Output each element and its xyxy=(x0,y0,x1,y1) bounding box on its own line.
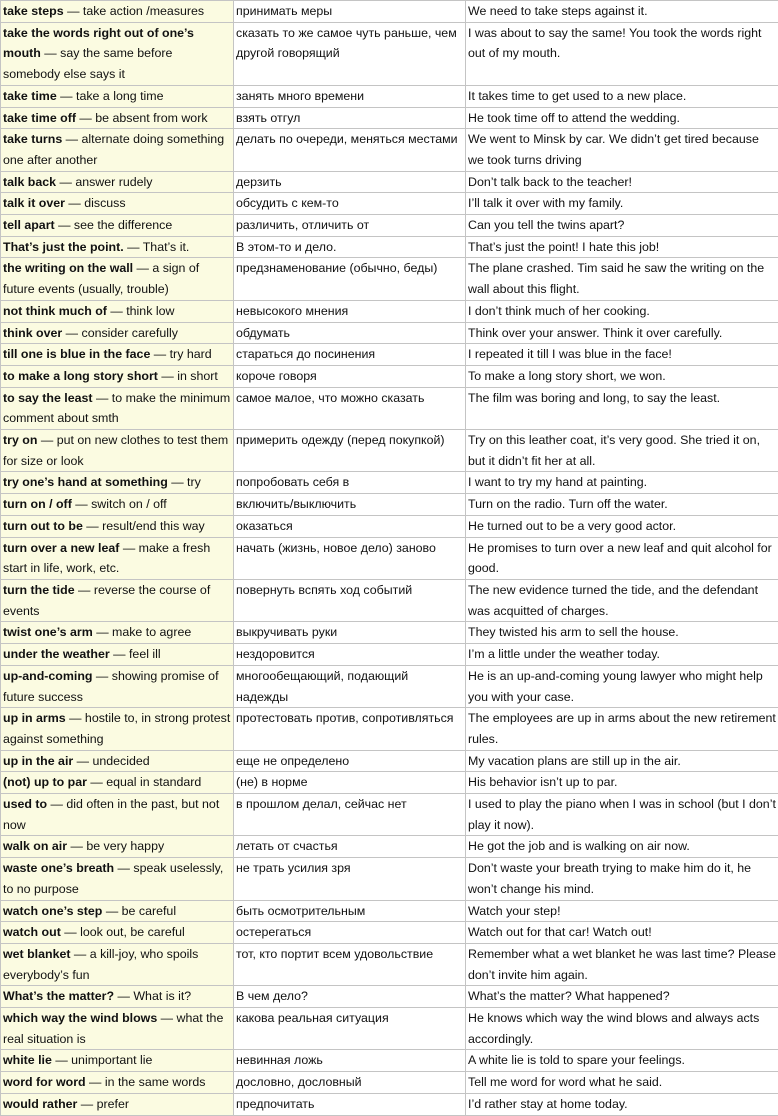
russian-translation-cell: дословно, дословный xyxy=(234,1072,466,1094)
idiom-cell xyxy=(1,750,234,772)
example-sentence-cell: He promises to turn over a new leaf and quit alcohol for good. xyxy=(466,537,778,579)
idiom-term: used to xyxy=(3,797,47,811)
table-row xyxy=(1,322,778,344)
russian-translation-cell: обдумать xyxy=(234,322,466,344)
table-row xyxy=(1,708,778,750)
idiom-definition: — think low xyxy=(107,304,174,318)
table-row xyxy=(1,1,778,23)
table-row xyxy=(1,794,778,836)
idiom-definition: — What is it? xyxy=(114,989,191,1003)
idiom-cell xyxy=(1,171,234,193)
idiom-cell xyxy=(1,85,234,107)
example-sentence-cell: Watch out for that car! Watch out! xyxy=(466,922,778,944)
table-row xyxy=(1,750,778,772)
russian-translation-cell: нездоровится xyxy=(234,644,466,666)
idiom-definition: — a kill-joy, who spoils everybody’s fun xyxy=(3,947,198,982)
idiom-definition: — be absent from work xyxy=(76,111,208,125)
idiom-term: would rather xyxy=(3,1097,77,1111)
idiom-cell xyxy=(1,1008,234,1050)
idiom-term: try one’s hand at something xyxy=(3,475,168,489)
idiom-term: white lie xyxy=(3,1053,52,1067)
idiom-term: watch out xyxy=(3,925,61,939)
idiom-cell xyxy=(1,365,234,387)
example-sentence-cell: His behavior isn’t up to par. xyxy=(466,772,778,794)
idiom-cell xyxy=(1,644,234,666)
idiom-term: under the weather xyxy=(3,647,110,661)
idiom-term: That’s just the point. xyxy=(3,240,124,254)
table-row xyxy=(1,193,778,215)
idiom-cell xyxy=(1,344,234,366)
idiom-term: turn out to be xyxy=(3,519,83,533)
idiom-definition: — alternate doing something one after another xyxy=(3,132,224,167)
idiom-cell xyxy=(1,943,234,985)
table-row xyxy=(1,344,778,366)
table-row xyxy=(1,1008,778,1050)
idiom-cell xyxy=(1,515,234,537)
table-row xyxy=(1,472,778,494)
example-sentence-cell: He took time off to attend the wedding. xyxy=(466,107,778,129)
russian-translation-cell: оказаться xyxy=(234,515,466,537)
idiom-cell xyxy=(1,622,234,644)
table-row xyxy=(1,622,778,644)
russian-translation-cell: в прошлом делал, сейчас нет xyxy=(234,794,466,836)
russian-translation-cell: предпочитать xyxy=(234,1093,466,1115)
idiom-term: take steps xyxy=(3,4,64,18)
example-sentence-cell: He turned out to be a very good actor. xyxy=(466,515,778,537)
idiom-cell xyxy=(1,986,234,1008)
example-sentence-cell: Don’t waste your breath trying to make him do it, he won’t change his mind. xyxy=(466,858,778,900)
idiom-term: take time off xyxy=(3,111,76,125)
idiom-cell xyxy=(1,215,234,237)
table-row xyxy=(1,300,778,322)
example-sentence-cell: He knows which way the wind blows and always acts accordingly. xyxy=(466,1008,778,1050)
example-sentence-cell: What’s the matter? What happened? xyxy=(466,986,778,1008)
idiom-definition: — in the same words xyxy=(86,1075,206,1089)
russian-translation-cell: еще не определено xyxy=(234,750,466,772)
idiom-term: to say the least xyxy=(3,391,93,405)
example-sentence-cell: The employees are up in arms about the new retirement rules. xyxy=(466,708,778,750)
example-sentence-cell: I was about to say the same! You took the words right out of my mouth. xyxy=(466,22,778,85)
russian-translation-cell: повернуть вспять ход событий xyxy=(234,579,466,621)
idiom-term: take turns xyxy=(3,132,62,146)
idiom-definition: — a sign of future events (usually, trouble) xyxy=(3,261,199,296)
table-row xyxy=(1,836,778,858)
idiom-cell xyxy=(1,922,234,944)
russian-translation-cell: летать от счастья xyxy=(234,836,466,858)
russian-translation-cell: обсудить с кем-то xyxy=(234,193,466,215)
idiom-definition: — feel ill xyxy=(110,647,161,661)
idiom-definition: — reverse the course of events xyxy=(3,583,210,618)
russian-translation-cell: предзнаменование (обычно, беды) xyxy=(234,258,466,300)
idiom-cell xyxy=(1,708,234,750)
example-sentence-cell: Watch your step! xyxy=(466,900,778,922)
table-row xyxy=(1,365,778,387)
example-sentence-cell: I’m a little under the weather today. xyxy=(466,644,778,666)
russian-translation-cell: протестовать против, сопротивляться xyxy=(234,708,466,750)
idiom-definition: — look out, be careful xyxy=(61,925,185,939)
idiom-definition: — switch on / off xyxy=(72,497,167,511)
table-row xyxy=(1,22,778,85)
idiom-cell xyxy=(1,794,234,836)
table-row xyxy=(1,772,778,794)
idiom-definition: — take action /measures xyxy=(64,4,205,18)
table-row xyxy=(1,236,778,258)
idiom-term: turn on / off xyxy=(3,497,72,511)
russian-translation-cell: дерзить xyxy=(234,171,466,193)
idiom-cell xyxy=(1,258,234,300)
idiom-definition: — consider carefully xyxy=(62,326,178,340)
example-sentence-cell: They twisted his arm to sell the house. xyxy=(466,622,778,644)
table-row xyxy=(1,494,778,516)
idiom-term: twist one’s arm xyxy=(3,625,93,639)
russian-translation-cell: невинная ложь xyxy=(234,1050,466,1072)
table-row xyxy=(1,665,778,707)
idiom-term: think over xyxy=(3,326,62,340)
idiom-definition: — see the difference xyxy=(55,218,173,232)
idiom-cell xyxy=(1,772,234,794)
idiom-definition: — result/end this way xyxy=(83,519,205,533)
idiom-definition: — make a fresh start in life, work, etc. xyxy=(3,541,210,576)
example-sentence-cell: We went to Minsk by car. We didn’t get tired because we took turns driving xyxy=(466,129,778,171)
idiom-term: (not) up to par xyxy=(3,775,87,789)
russian-translation-cell: стараться до посинения xyxy=(234,344,466,366)
russian-translation-cell: быть осмотрительным xyxy=(234,900,466,922)
idiom-definition: — discuss xyxy=(65,196,126,210)
example-sentence-cell: Tell me word for word what he said. xyxy=(466,1072,778,1094)
table-row xyxy=(1,900,778,922)
idiom-cell xyxy=(1,1050,234,1072)
russian-translation-cell: сказать то же самое чуть раньше, чем другой говорящий xyxy=(234,22,466,85)
idiom-term: up-and-coming xyxy=(3,669,92,683)
russian-translation-cell: взять отгул xyxy=(234,107,466,129)
idiom-cell xyxy=(1,1,234,23)
russian-translation-cell: делать по очереди, меняться местами xyxy=(234,129,466,171)
idiom-term: try on xyxy=(3,433,37,447)
table-row xyxy=(1,430,778,472)
idiom-cell xyxy=(1,472,234,494)
idiom-term: watch one’s step xyxy=(3,904,102,918)
example-sentence-cell: He is an up-and-coming young lawyer who might help you with your case. xyxy=(466,665,778,707)
idiom-cell xyxy=(1,387,234,429)
idiom-cell xyxy=(1,236,234,258)
table-row xyxy=(1,107,778,129)
idiom-term: What’s the matter? xyxy=(3,989,114,1003)
idiom-definition: — prefer xyxy=(77,1097,129,1111)
idiom-definition: — did often in the past, but not now xyxy=(3,797,219,832)
idiom-term: waste one’s breath xyxy=(3,861,114,875)
table-row xyxy=(1,387,778,429)
example-sentence-cell: Turn on the radio. Turn off the water. xyxy=(466,494,778,516)
russian-translation-cell: В этом-то и дело. xyxy=(234,236,466,258)
russian-translation-cell: принимать меры xyxy=(234,1,466,23)
russian-translation-cell: невысокого мнения xyxy=(234,300,466,322)
idiom-definition: — undecided xyxy=(73,754,149,768)
russian-translation-cell: какова реальная ситуация xyxy=(234,1008,466,1050)
example-sentence-cell: A white lie is told to spare your feelings. xyxy=(466,1050,778,1072)
idiom-term: talk back xyxy=(3,175,56,189)
idiom-cell xyxy=(1,322,234,344)
idiom-cell xyxy=(1,579,234,621)
example-sentence-cell: I want to try my hand at painting. xyxy=(466,472,778,494)
example-sentence-cell: It takes time to get used to a new place. xyxy=(466,85,778,107)
example-sentence-cell: The film was boring and long, to say the least. xyxy=(466,387,778,429)
idiom-definition: — try xyxy=(168,475,201,489)
idiom-definition: — showing promise of future success xyxy=(3,669,219,704)
example-sentence-cell: To make a long story short, we won. xyxy=(466,365,778,387)
idiom-term: turn the tide xyxy=(3,583,75,597)
example-sentence-cell: I repeated it till I was blue in the face! xyxy=(466,344,778,366)
idiom-term: talk it over xyxy=(3,196,65,210)
idiom-cell xyxy=(1,430,234,472)
idiom-cell xyxy=(1,858,234,900)
idiom-term: to make a long story short xyxy=(3,369,158,383)
table-row xyxy=(1,171,778,193)
example-sentence-cell: I’ll talk it over with my family. xyxy=(466,193,778,215)
example-sentence-cell: I used to play the piano when I was in school (but I don’t play it now). xyxy=(466,794,778,836)
idiom-definition: — to make the minimum comment about smth xyxy=(3,391,230,426)
table-row xyxy=(1,579,778,621)
idiom-term: up in arms xyxy=(3,711,66,725)
russian-translation-cell: различить, отличить от xyxy=(234,215,466,237)
idiom-term: not think much of xyxy=(3,304,107,318)
table-row xyxy=(1,986,778,1008)
example-sentence-cell: Can you tell the twins apart? xyxy=(466,215,778,237)
idiom-term: tell apart xyxy=(3,218,55,232)
example-sentence-cell: The new evidence turned the tide, and the defendant was acquitted of charges. xyxy=(466,579,778,621)
table-row xyxy=(1,129,778,171)
idiom-term: take the words right out of one’s mouth xyxy=(3,26,194,61)
table-row xyxy=(1,1072,778,1094)
example-sentence-cell: I don’t think much of her cooking. xyxy=(466,300,778,322)
russian-translation-cell: занять много времени xyxy=(234,85,466,107)
table-row xyxy=(1,537,778,579)
russian-translation-cell: тот, кто портит всем удовольствие xyxy=(234,943,466,985)
idiom-term: till one is blue in the face xyxy=(3,347,150,361)
idiom-definition: — say the same before somebody else says it xyxy=(3,46,172,81)
table-row xyxy=(1,85,778,107)
idiom-definition: — try hard xyxy=(150,347,211,361)
example-sentence-cell: Try on this leather coat, it’s very good. She tried it on, but it didn’t fit her at all. xyxy=(466,430,778,472)
idiom-definition: — in short xyxy=(158,369,218,383)
idiom-cell xyxy=(1,1072,234,1094)
russian-translation-cell: (не) в норме xyxy=(234,772,466,794)
idiom-term: which way the wind blows xyxy=(3,1011,157,1025)
russian-translation-cell: примерить одежду (перед покупкой) xyxy=(234,430,466,472)
table-row xyxy=(1,215,778,237)
idiom-definition: — take a long time xyxy=(57,89,164,103)
idiom-term: the writing on the wall xyxy=(3,261,133,275)
idiom-term: word for word xyxy=(3,1075,86,1089)
idioms-table-body xyxy=(1,1,778,1116)
idiom-cell xyxy=(1,900,234,922)
idiom-cell xyxy=(1,193,234,215)
idiom-cell xyxy=(1,1093,234,1115)
russian-translation-cell: выкручивать руки xyxy=(234,622,466,644)
russian-translation-cell: включить/выключить xyxy=(234,494,466,516)
idiom-definition: — speak uselessly, to no purpose xyxy=(3,861,223,896)
russian-translation-cell: короче говоря xyxy=(234,365,466,387)
russian-translation-cell: не трать усилия зря xyxy=(234,858,466,900)
example-sentence-cell: We need to take steps against it. xyxy=(466,1,778,23)
idiom-cell xyxy=(1,665,234,707)
russian-translation-cell: многообещающий, подающий надежды xyxy=(234,665,466,707)
idiom-term: turn over a new leaf xyxy=(3,541,119,555)
idiom-definition: — be careful xyxy=(102,904,176,918)
russian-translation-cell: начать (жизнь, новое дело) заново xyxy=(234,537,466,579)
idiom-definition: — answer rudely xyxy=(56,175,152,189)
idiom-definition: — equal in standard xyxy=(87,775,201,789)
example-sentence-cell: That’s just the point! I hate this job! xyxy=(466,236,778,258)
table-row xyxy=(1,858,778,900)
idiom-cell xyxy=(1,300,234,322)
example-sentence-cell: I’d rather stay at home today. xyxy=(466,1093,778,1115)
idiom-cell xyxy=(1,494,234,516)
idiom-term: up in the air xyxy=(3,754,73,768)
table-row xyxy=(1,258,778,300)
example-sentence-cell: My vacation plans are still up in the air. xyxy=(466,750,778,772)
table-row xyxy=(1,1093,778,1115)
table-row xyxy=(1,943,778,985)
idiom-definition: — what the real situation is xyxy=(3,1011,223,1046)
idiom-definition: — put on new clothes to test them for size or look xyxy=(3,433,228,468)
table-row xyxy=(1,922,778,944)
idiom-cell xyxy=(1,129,234,171)
example-sentence-cell: He got the job and is walking on air now. xyxy=(466,836,778,858)
example-sentence-cell: The plane crashed. Tim said he saw the writing on the wall about this flight. xyxy=(466,258,778,300)
idiom-cell xyxy=(1,537,234,579)
russian-translation-cell: остерегаться xyxy=(234,922,466,944)
example-sentence-cell: Don’t talk back to the teacher! xyxy=(466,171,778,193)
table-row xyxy=(1,644,778,666)
example-sentence-cell: Think over your answer. Think it over carefully. xyxy=(466,322,778,344)
example-sentence-cell: Remember what a wet blanket he was last time? Please don’t invite him again. xyxy=(466,943,778,985)
idiom-term: take time xyxy=(3,89,57,103)
idiom-definition: — be very happy xyxy=(67,839,164,853)
idiom-term: wet blanket xyxy=(3,947,70,961)
idiom-cell xyxy=(1,22,234,85)
idiom-definition: — That’s it. xyxy=(124,240,190,254)
idiom-cell xyxy=(1,107,234,129)
table-row xyxy=(1,515,778,537)
idiom-definition: — hostile to, in strong protest against something xyxy=(3,711,230,746)
table-row xyxy=(1,1050,778,1072)
idiom-definition: — unimportant lie xyxy=(52,1053,153,1067)
idiom-term: walk on air xyxy=(3,839,67,853)
russian-translation-cell: попробовать себя в xyxy=(234,472,466,494)
russian-translation-cell: самое малое, что можно сказать xyxy=(234,387,466,429)
idiom-cell xyxy=(1,836,234,858)
idiom-definition: — make to agree xyxy=(93,625,191,639)
russian-translation-cell: В чем дело? xyxy=(234,986,466,1008)
